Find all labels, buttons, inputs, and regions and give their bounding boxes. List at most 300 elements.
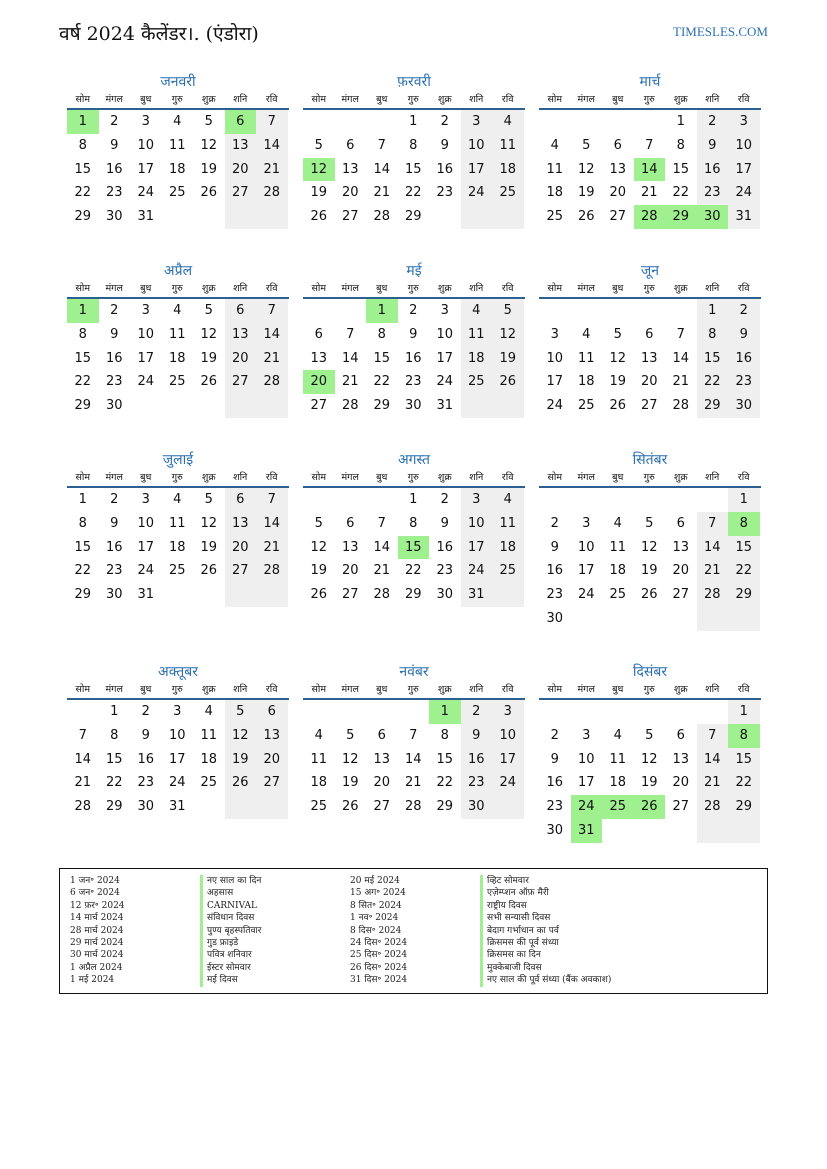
day-cell[interactable]: 27 xyxy=(256,771,288,795)
day-cell[interactable]: 23 xyxy=(697,181,729,205)
day-cell[interactable]: 7 xyxy=(377,137,386,153)
day-cell[interactable]: 4 xyxy=(204,704,213,719)
day-cell[interactable]: 30 xyxy=(728,394,760,418)
day-cell[interactable]: 22 xyxy=(404,563,422,579)
day-cell[interactable]: 22 xyxy=(74,185,92,201)
day-cell[interactable]: 3 xyxy=(550,326,559,342)
day-cell[interactable]: 4 xyxy=(582,326,591,342)
day-cell[interactable]: 15 xyxy=(436,751,454,767)
day-cell[interactable]: 16 xyxy=(404,350,422,366)
day-cell[interactable]: 6 xyxy=(645,326,654,342)
day-cell[interactable]: 25 xyxy=(310,799,328,815)
day-cell[interactable]: 24 xyxy=(461,181,493,205)
day-cell[interactable]: 27 xyxy=(225,181,257,205)
day-cell[interactable]: 21 xyxy=(256,536,288,560)
day-cell[interactable]: 15 xyxy=(728,536,760,560)
day-cell[interactable]: 6 xyxy=(613,137,622,153)
day-cell[interactable]: 7 xyxy=(697,724,729,748)
day-cell[interactable]: 11 xyxy=(310,751,328,767)
day-cell[interactable]: 19 xyxy=(310,185,328,201)
day-cell[interactable]: 1 xyxy=(728,488,760,512)
day-cell[interactable]: 4 xyxy=(314,727,323,743)
day-cell[interactable]: 20 xyxy=(341,185,359,201)
day-cell[interactable]: 9 xyxy=(440,515,449,531)
day-cell[interactable]: 23 xyxy=(436,563,454,579)
day-cell[interactable]: 5 xyxy=(225,700,257,724)
day-cell[interactable]: 5 xyxy=(346,727,355,743)
day-cell[interactable]: 22 xyxy=(436,775,454,791)
day-cell[interactable]: 18 xyxy=(609,563,627,579)
day-cell[interactable]: 11 xyxy=(461,323,493,347)
day-cell[interactable]: 9 xyxy=(697,134,729,158)
day-cell[interactable]: 28 xyxy=(404,799,422,815)
day-cell[interactable]: 17 xyxy=(461,158,493,182)
day-cell[interactable]: 13 xyxy=(225,512,257,536)
day-cell[interactable]: 23 xyxy=(105,374,123,390)
day-cell[interactable]: 5 xyxy=(645,515,654,531)
day-cell[interactable]: 22 xyxy=(728,559,760,583)
day-cell[interactable]: 13 xyxy=(341,161,359,177)
day-cell[interactable]: 21 xyxy=(640,185,658,201)
day-cell[interactable]: 20 xyxy=(672,775,690,791)
day-cell[interactable]: 12 xyxy=(200,326,218,342)
day-cell[interactable]: 14 xyxy=(404,751,422,767)
day-cell[interactable]: 6 xyxy=(225,110,257,134)
day-cell[interactable]: 23 xyxy=(404,374,422,390)
day-cell[interactable]: 19 xyxy=(200,350,218,366)
day-cell[interactable]: 28 xyxy=(697,583,729,607)
day-cell[interactable]: 18 xyxy=(609,775,627,791)
day-cell[interactable]: 16 xyxy=(461,748,493,772)
day-cell[interactable]: 16 xyxy=(436,161,454,177)
day-cell[interactable]: 7 xyxy=(256,299,288,323)
day-cell[interactable]: 17 xyxy=(577,563,595,579)
day-cell[interactable]: 14 xyxy=(74,751,92,767)
day-cell[interactable]: 1 xyxy=(728,700,760,724)
day-cell[interactable]: 20 xyxy=(373,775,391,791)
day-cell[interactable]: 22 xyxy=(672,185,690,201)
day-cell[interactable]: 18 xyxy=(461,347,493,371)
day-cell[interactable]: 27 xyxy=(341,587,359,603)
day-cell[interactable]: 26 xyxy=(225,771,257,795)
day-cell[interactable]: 11 xyxy=(492,512,524,536)
day-cell[interactable]: 30 xyxy=(546,822,564,838)
day-cell[interactable]: 16 xyxy=(436,539,454,555)
day-cell[interactable]: 2 xyxy=(440,492,449,507)
day-cell[interactable]: 24 xyxy=(436,374,454,390)
day-cell[interactable]: 25 xyxy=(609,587,627,603)
day-cell[interactable]: 8 xyxy=(440,727,449,743)
day-cell[interactable]: 8 xyxy=(697,323,729,347)
day-cell[interactable]: 14 xyxy=(697,536,729,560)
day-cell[interactable]: 3 xyxy=(728,110,760,134)
day-cell[interactable]: 28 xyxy=(256,370,288,394)
day-cell[interactable]: 21 xyxy=(373,563,391,579)
day-cell[interactable]: 12 xyxy=(341,751,359,767)
day-cell[interactable]: 18 xyxy=(168,539,186,555)
day-cell[interactable]: 22 xyxy=(697,370,729,394)
day-cell[interactable]: 27 xyxy=(341,209,359,225)
day-cell[interactable]: 4 xyxy=(492,488,524,512)
day-cell[interactable]: 1 xyxy=(67,299,99,323)
day-cell[interactable]: 17 xyxy=(436,350,454,366)
day-cell[interactable]: 9 xyxy=(141,727,150,743)
day-cell[interactable]: 26 xyxy=(492,370,524,394)
day-cell[interactable]: 1 xyxy=(697,299,729,323)
day-cell[interactable]: 19 xyxy=(492,347,524,371)
day-cell[interactable]: 28 xyxy=(697,795,729,819)
day-cell[interactable]: 22 xyxy=(404,185,422,201)
day-cell[interactable]: 11 xyxy=(609,539,627,555)
day-cell[interactable]: 19 xyxy=(200,161,218,177)
day-cell[interactable]: 2 xyxy=(110,114,119,129)
day-cell[interactable]: 27 xyxy=(640,398,658,414)
day-cell[interactable]: 21 xyxy=(697,771,729,795)
day-cell[interactable]: 26 xyxy=(577,209,595,225)
day-cell[interactable]: 1 xyxy=(676,114,685,129)
day-cell[interactable]: 25 xyxy=(602,795,634,819)
day-cell[interactable]: 4 xyxy=(492,110,524,134)
day-cell[interactable]: 29 xyxy=(436,799,454,815)
day-cell[interactable]: 20 xyxy=(225,158,257,182)
day-cell[interactable]: 26 xyxy=(609,398,627,414)
day-cell[interactable]: 2 xyxy=(440,114,449,129)
day-cell[interactable]: 8 xyxy=(110,727,119,743)
day-cell[interactable]: 28 xyxy=(634,205,666,229)
day-cell[interactable]: 17 xyxy=(137,161,155,177)
day-cell[interactable]: 1 xyxy=(78,492,87,507)
day-cell[interactable]: 30 xyxy=(105,398,123,414)
day-cell[interactable]: 27 xyxy=(373,799,391,815)
day-cell[interactable]: 8 xyxy=(409,515,418,531)
day-cell[interactable]: 7 xyxy=(78,727,87,743)
day-cell[interactable]: 28 xyxy=(341,398,359,414)
day-cell[interactable]: 13 xyxy=(672,751,690,767)
day-cell[interactable]: 4 xyxy=(550,137,559,153)
day-cell[interactable]: 27 xyxy=(609,209,627,225)
day-cell[interactable]: 16 xyxy=(697,158,729,182)
day-cell[interactable]: 26 xyxy=(310,209,328,225)
day-cell[interactable]: 6 xyxy=(676,727,685,743)
day-cell[interactable]: 5 xyxy=(582,137,591,153)
day-cell[interactable]: 23 xyxy=(105,185,123,201)
day-cell[interactable]: 24 xyxy=(546,398,564,414)
day-cell[interactable]: 11 xyxy=(492,134,524,158)
day-cell[interactable]: 6 xyxy=(314,326,323,342)
day-cell[interactable]: 17 xyxy=(492,748,524,772)
day-cell[interactable]: 14 xyxy=(256,323,288,347)
day-cell[interactable]: 13 xyxy=(640,350,658,366)
day-cell[interactable]: 21 xyxy=(256,158,288,182)
day-cell[interactable]: 5 xyxy=(204,114,213,129)
day-cell[interactable]: 21 xyxy=(697,559,729,583)
day-cell[interactable]: 26 xyxy=(640,587,658,603)
day-cell[interactable]: 11 xyxy=(609,751,627,767)
day-cell[interactable]: 7 xyxy=(256,488,288,512)
day-cell[interactable]: 21 xyxy=(373,185,391,201)
day-cell[interactable]: 29 xyxy=(728,795,760,819)
day-cell[interactable]: 1 xyxy=(429,700,461,724)
day-cell[interactable]: 19 xyxy=(341,775,359,791)
day-cell[interactable]: 3 xyxy=(582,727,591,743)
day-cell[interactable]: 25 xyxy=(546,209,564,225)
day-cell[interactable]: 19 xyxy=(609,374,627,390)
day-cell[interactable]: 3 xyxy=(461,110,493,134)
day-cell[interactable]: 28 xyxy=(373,209,391,225)
day-cell[interactable]: 11 xyxy=(546,161,564,177)
day-cell[interactable]: 12 xyxy=(200,515,218,531)
day-cell[interactable]: 10 xyxy=(461,134,493,158)
day-cell[interactable]: 21 xyxy=(404,775,422,791)
day-cell[interactable]: 24 xyxy=(492,771,524,795)
day-cell[interactable]: 20 xyxy=(303,370,335,394)
day-cell[interactable]: 13 xyxy=(672,539,690,555)
day-cell[interactable]: 1 xyxy=(409,114,418,129)
day-cell[interactable]: 11 xyxy=(168,137,186,153)
day-cell[interactable]: 29 xyxy=(74,209,92,225)
day-cell[interactable]: 13 xyxy=(310,350,328,366)
day-cell[interactable]: 2 xyxy=(141,704,150,719)
day-cell[interactable]: 7 xyxy=(409,727,418,743)
day-cell[interactable]: 25 xyxy=(168,563,186,579)
day-cell[interactable]: 6 xyxy=(377,727,386,743)
day-cell[interactable]: 21 xyxy=(672,374,690,390)
day-cell[interactable]: 20 xyxy=(225,347,257,371)
day-cell[interactable]: 18 xyxy=(168,350,186,366)
day-cell[interactable]: 24 xyxy=(137,563,155,579)
day-cell[interactable]: 29 xyxy=(404,209,422,225)
day-cell[interactable]: 3 xyxy=(582,515,591,531)
day-cell[interactable]: 4 xyxy=(613,727,622,743)
day-cell[interactable]: 8 xyxy=(78,137,87,153)
day-cell[interactable]: 6 xyxy=(346,137,355,153)
day-cell[interactable]: 18 xyxy=(492,158,524,182)
day-cell[interactable]: 23 xyxy=(436,185,454,201)
day-cell[interactable]: 27 xyxy=(672,799,690,815)
day-cell[interactable]: 13 xyxy=(256,724,288,748)
day-cell[interactable]: 3 xyxy=(173,704,182,719)
day-cell[interactable]: 9 xyxy=(728,323,760,347)
day-cell[interactable]: 25 xyxy=(492,181,524,205)
day-cell[interactable]: 3 xyxy=(141,303,150,318)
day-cell[interactable]: 9 xyxy=(110,515,119,531)
day-cell[interactable]: 8 xyxy=(728,724,760,748)
day-cell[interactable]: 14 xyxy=(256,512,288,536)
day-cell[interactable]: 29 xyxy=(74,587,92,603)
day-cell[interactable]: 28 xyxy=(672,398,690,414)
day-cell[interactable]: 17 xyxy=(168,751,186,767)
day-cell[interactable]: 9 xyxy=(110,326,119,342)
day-cell[interactable]: 26 xyxy=(200,374,218,390)
day-cell[interactable]: 16 xyxy=(728,347,760,371)
day-cell[interactable]: 26 xyxy=(200,185,218,201)
day-cell[interactable]: 30 xyxy=(105,587,123,603)
day-cell[interactable]: 23 xyxy=(546,799,564,815)
day-cell[interactable]: 22 xyxy=(728,771,760,795)
day-cell[interactable]: 27 xyxy=(672,587,690,603)
day-cell[interactable]: 9 xyxy=(110,137,119,153)
day-cell[interactable]: 24 xyxy=(168,775,186,791)
day-cell[interactable]: 4 xyxy=(173,114,182,129)
day-cell[interactable]: 6 xyxy=(676,515,685,531)
day-cell[interactable]: 14 xyxy=(341,350,359,366)
day-cell[interactable]: 15 xyxy=(105,751,123,767)
day-cell[interactable]: 11 xyxy=(577,350,595,366)
day-cell[interactable]: 2 xyxy=(728,299,760,323)
day-cell[interactable]: 15 xyxy=(74,161,92,177)
day-cell[interactable]: 7 xyxy=(256,110,288,134)
day-cell[interactable]: 20 xyxy=(225,536,257,560)
day-cell[interactable]: 15 xyxy=(672,161,690,177)
day-cell[interactable]: 12 xyxy=(200,137,218,153)
day-cell[interactable]: 14 xyxy=(672,350,690,366)
day-cell[interactable]: 31 xyxy=(436,398,454,414)
day-cell[interactable]: 10 xyxy=(577,751,595,767)
day-cell[interactable]: 29 xyxy=(373,398,391,414)
day-cell[interactable]: 1 xyxy=(67,110,99,134)
day-cell[interactable]: 31 xyxy=(137,587,155,603)
day-cell[interactable]: 14 xyxy=(697,748,729,772)
day-cell[interactable]: 4 xyxy=(173,303,182,318)
day-cell[interactable]: 10 xyxy=(577,539,595,555)
day-cell[interactable]: 4 xyxy=(461,299,493,323)
day-cell[interactable]: 10 xyxy=(436,326,454,342)
day-cell[interactable]: 28 xyxy=(256,559,288,583)
day-cell[interactable]: 20 xyxy=(640,374,658,390)
day-cell[interactable]: 6 xyxy=(225,299,257,323)
day-cell[interactable]: 18 xyxy=(577,374,595,390)
day-cell[interactable]: 23 xyxy=(461,771,493,795)
day-cell[interactable]: 2 xyxy=(110,303,119,318)
day-cell[interactable]: 10 xyxy=(137,326,155,342)
day-cell[interactable]: 14 xyxy=(373,539,391,555)
day-cell[interactable]: 5 xyxy=(492,299,524,323)
day-cell[interactable]: 11 xyxy=(168,326,186,342)
day-cell[interactable]: 7 xyxy=(377,515,386,531)
day-cell[interactable]: 6 xyxy=(346,515,355,531)
day-cell[interactable]: 17 xyxy=(137,350,155,366)
day-cell[interactable]: 22 xyxy=(105,775,123,791)
day-cell[interactable]: 16 xyxy=(105,350,123,366)
day-cell[interactable]: 13 xyxy=(373,751,391,767)
day-cell[interactable]: 12 xyxy=(640,539,658,555)
day-cell[interactable]: 31 xyxy=(168,799,186,815)
day-cell[interactable]: 3 xyxy=(461,488,493,512)
day-cell[interactable]: 28 xyxy=(256,181,288,205)
day-cell[interactable]: 20 xyxy=(256,748,288,772)
day-cell[interactable]: 12 xyxy=(609,350,627,366)
day-cell[interactable]: 15 xyxy=(728,748,760,772)
day-cell[interactable]: 23 xyxy=(728,370,760,394)
day-cell[interactable]: 26 xyxy=(634,795,666,819)
day-cell[interactable]: 20 xyxy=(609,185,627,201)
day-cell[interactable]: 29 xyxy=(728,583,760,607)
day-cell[interactable]: 3 xyxy=(440,303,449,318)
day-cell[interactable]: 13 xyxy=(609,161,627,177)
day-cell[interactable]: 15 xyxy=(74,539,92,555)
day-cell[interactable]: 16 xyxy=(105,539,123,555)
day-cell[interactable]: 25 xyxy=(577,398,595,414)
day-cell[interactable]: 30 xyxy=(105,209,123,225)
day-cell[interactable]: 21 xyxy=(74,775,92,791)
day-cell[interactable]: 5 xyxy=(314,137,323,153)
day-cell[interactable]: 22 xyxy=(74,374,92,390)
day-cell[interactable]: 10 xyxy=(728,134,760,158)
day-cell[interactable]: 4 xyxy=(613,515,622,531)
day-cell[interactable]: 12 xyxy=(492,323,524,347)
day-cell[interactable]: 5 xyxy=(613,326,622,342)
day-cell[interactable]: 18 xyxy=(310,775,328,791)
site-link[interactable]: TIMESLES.COM xyxy=(673,24,768,39)
day-cell[interactable]: 25 xyxy=(168,185,186,201)
day-cell[interactable]: 25 xyxy=(200,775,218,791)
day-cell[interactable]: 5 xyxy=(645,727,654,743)
day-cell[interactable]: 7 xyxy=(676,326,685,342)
day-cell[interactable]: 15 xyxy=(74,350,92,366)
day-cell[interactable]: 7 xyxy=(346,326,355,342)
day-cell[interactable]: 17 xyxy=(577,775,595,791)
day-cell[interactable]: 29 xyxy=(665,205,697,229)
day-cell[interactable]: 9 xyxy=(550,539,559,555)
day-cell[interactable]: 16 xyxy=(546,563,564,579)
day-cell[interactable]: 16 xyxy=(137,751,155,767)
day-cell[interactable]: 14 xyxy=(256,134,288,158)
day-cell[interactable]: 30 xyxy=(436,587,454,603)
day-cell[interactable]: 20 xyxy=(341,563,359,579)
day-cell[interactable]: 27 xyxy=(225,559,257,583)
day-cell[interactable]: 13 xyxy=(341,539,359,555)
day-cell[interactable]: 29 xyxy=(105,799,123,815)
day-cell[interactable]: 22 xyxy=(74,563,92,579)
day-cell[interactable]: 7 xyxy=(645,137,654,153)
day-cell[interactable]: 15 xyxy=(373,350,391,366)
day-cell[interactable]: 5 xyxy=(204,303,213,318)
day-cell[interactable]: 10 xyxy=(137,137,155,153)
day-cell[interactable]: 19 xyxy=(225,748,257,772)
day-cell[interactable]: 19 xyxy=(640,563,658,579)
day-cell[interactable]: 24 xyxy=(577,587,595,603)
day-cell[interactable]: 7 xyxy=(697,512,729,536)
day-cell[interactable]: 30 xyxy=(404,398,422,414)
day-cell[interactable]: 28 xyxy=(74,799,92,815)
day-cell[interactable]: 2 xyxy=(461,700,493,724)
day-cell[interactable]: 3 xyxy=(141,114,150,129)
day-cell[interactable]: 28 xyxy=(373,587,391,603)
day-cell[interactable]: 29 xyxy=(404,587,422,603)
day-cell[interactable]: 19 xyxy=(200,539,218,555)
day-cell[interactable]: 26 xyxy=(200,563,218,579)
day-cell[interactable]: 31 xyxy=(137,209,155,225)
day-cell[interactable]: 16 xyxy=(546,775,564,791)
day-cell[interactable]: 10 xyxy=(168,727,186,743)
day-cell[interactable]: 20 xyxy=(672,563,690,579)
day-cell[interactable]: 24 xyxy=(137,185,155,201)
day-cell[interactable]: 1 xyxy=(110,704,119,719)
day-cell[interactable]: 2 xyxy=(110,492,119,507)
day-cell[interactable]: 30 xyxy=(461,795,493,819)
day-cell[interactable]: 3 xyxy=(492,700,524,724)
day-cell[interactable]: 27 xyxy=(225,370,257,394)
day-cell[interactable]: 25 xyxy=(168,374,186,390)
day-cell[interactable]: 13 xyxy=(225,323,257,347)
day-cell[interactable]: 8 xyxy=(377,326,386,342)
day-cell[interactable]: 12 xyxy=(577,161,595,177)
day-cell[interactable]: 17 xyxy=(461,536,493,560)
day-cell[interactable]: 18 xyxy=(546,185,564,201)
day-cell[interactable]: 24 xyxy=(728,181,760,205)
day-cell[interactable]: 11 xyxy=(200,727,218,743)
day-cell[interactable]: 31 xyxy=(728,205,760,229)
